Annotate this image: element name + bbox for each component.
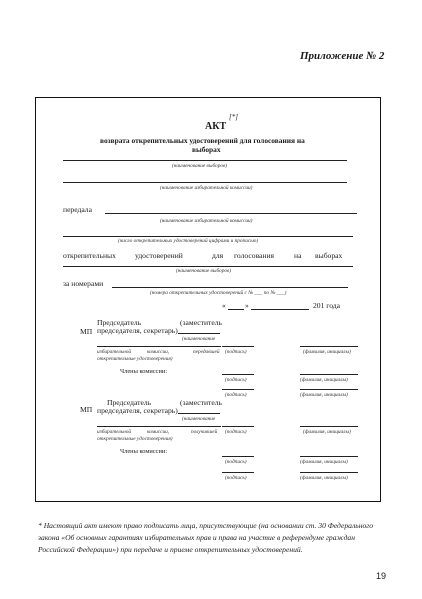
hint-name-2: (наименование: [182, 416, 216, 422]
election-name-line: [63, 160, 347, 161]
numbers-label: за номерами: [63, 279, 104, 288]
hint-commission-1a: избирательной: [97, 349, 132, 355]
act-subtitle: возврата открепительных удостоверений для голосования на: [100, 136, 305, 145]
certificates-word-4: голосования: [234, 251, 275, 260]
member-name-hint-1b: (фамилия, инициалы): [300, 392, 348, 398]
hint-commission-2a: избирательной: [97, 429, 132, 435]
certificates-word-3: для: [212, 251, 224, 260]
handed-over-label: передала: [63, 205, 92, 214]
chairman-1-deputy: (заместитель: [180, 318, 222, 327]
commission-name-line: [63, 182, 347, 183]
appendix-title: Приложение № 2: [300, 50, 385, 62]
member-name-hint-2a: (фамилия, инициалы): [300, 459, 348, 465]
name-line-2: [300, 426, 358, 427]
numbers-line: [112, 287, 348, 288]
member-name-line-2b: [300, 472, 358, 473]
hint-commission-name: (наименование избирательной комиссии): [160, 185, 253, 191]
hint-commission-1c: передавшей: [193, 349, 220, 355]
signature-line-1: [222, 346, 254, 347]
certificates-word-2: удостоверений: [135, 251, 183, 260]
certificates-word-1: открепительных: [63, 251, 116, 260]
certificates-word-5: на: [294, 251, 302, 260]
hint-commission-2b: комиссии,: [147, 429, 170, 435]
chairman-2-line2: председателя, секретарь): [97, 406, 178, 415]
chairman-2-name-line: [178, 413, 220, 414]
commission-2-line: [97, 426, 221, 427]
hint-name-1: (наименование: [182, 336, 216, 342]
member-name-line-2a: [300, 456, 358, 457]
chairman-1-name-line: [178, 333, 220, 334]
member-signature-line-1b: [222, 389, 254, 390]
hint-election-name-2: (наименование выборов): [176, 268, 232, 274]
name-hint-2: (фамилия, инициалы): [303, 429, 351, 435]
chairman-1-line2: председателя, секретарь): [97, 326, 178, 335]
chairman-2-deputy: (заместитель: [180, 398, 222, 407]
commission-1-line: [97, 346, 221, 347]
date-close-quote: »: [245, 301, 249, 310]
member-signature-hint-1a: (подпись): [225, 377, 247, 383]
hint-commission-2c: получившей: [191, 429, 218, 435]
date-open-quote: «: [222, 301, 226, 310]
member-name-line-1a: [300, 374, 358, 375]
chairman-2-label: Председатель: [107, 398, 152, 407]
handed-over-line: [105, 213, 357, 214]
members-2-label: Члены комиссии:: [120, 448, 168, 455]
member-name-hint-2b: (фамилия, инициалы): [300, 475, 348, 481]
name-hint-1: (фамилия, инициалы): [303, 349, 351, 355]
stamp-place-1: МП: [80, 327, 93, 336]
act-reference-mark: [*]: [229, 113, 238, 121]
members-1-label: Члены комиссии:: [120, 368, 168, 375]
date-year: 201 года: [313, 301, 341, 310]
hint-election-name: (наименование выборов): [172, 163, 228, 169]
member-name-hint-1a: (фамилия, инициалы): [300, 377, 348, 383]
member-signature-hint-2b: (подпись): [225, 475, 247, 481]
signature-hint-2: (подпись): [225, 429, 247, 435]
hint-commission-1d: открепительные удостоверения): [97, 356, 173, 362]
form-frame: [35, 97, 381, 502]
count-line: [63, 236, 353, 237]
act-subtitle-continuation: выборах: [192, 145, 221, 154]
signature-hint-1: (подпись): [225, 349, 247, 355]
member-signature-line-2b: [222, 472, 254, 473]
stamp-place-2: МП: [80, 405, 93, 414]
member-signature-hint-2a: (подпись): [225, 459, 247, 465]
hint-count: (число открепительных удостоверений цифрами и прописью): [118, 238, 259, 244]
footnote: * Настоящий акт имеют право подписать лица, присутствующие (на основании ст. 30 Федерального закона «Об основных гарантиях избирательных прав и права на участие в референдуме граждан Российской Федерации») при передаче и приеме открепительных удостоверений.: [38, 521, 374, 554]
hint-commission-2d: открепительные удостоверения): [97, 436, 173, 442]
hint-commission-1b: комиссии,: [147, 349, 170, 355]
page-number: 19: [376, 571, 387, 581]
date-month-line: [251, 309, 309, 310]
member-signature-hint-1b: (подпись): [225, 392, 247, 398]
certificates-word-6: выборах: [315, 251, 343, 260]
election-name-line-2: [63, 266, 353, 267]
signature-line-2: [222, 426, 254, 427]
date-day-line: [228, 309, 244, 310]
chairman-1-label: Председатель: [97, 318, 142, 327]
member-name-line-1b: [300, 389, 358, 390]
name-line-1: [300, 346, 358, 347]
member-signature-line-1a: [222, 374, 254, 375]
member-signature-line-2a: [222, 456, 254, 457]
hint-numbers: (номера открепительных удостоверений с № ___ по № ___): [150, 290, 287, 296]
act-title: АКТ: [205, 121, 227, 132]
hint-commission-name-2: (наименование избирательной комиссии): [160, 218, 253, 224]
